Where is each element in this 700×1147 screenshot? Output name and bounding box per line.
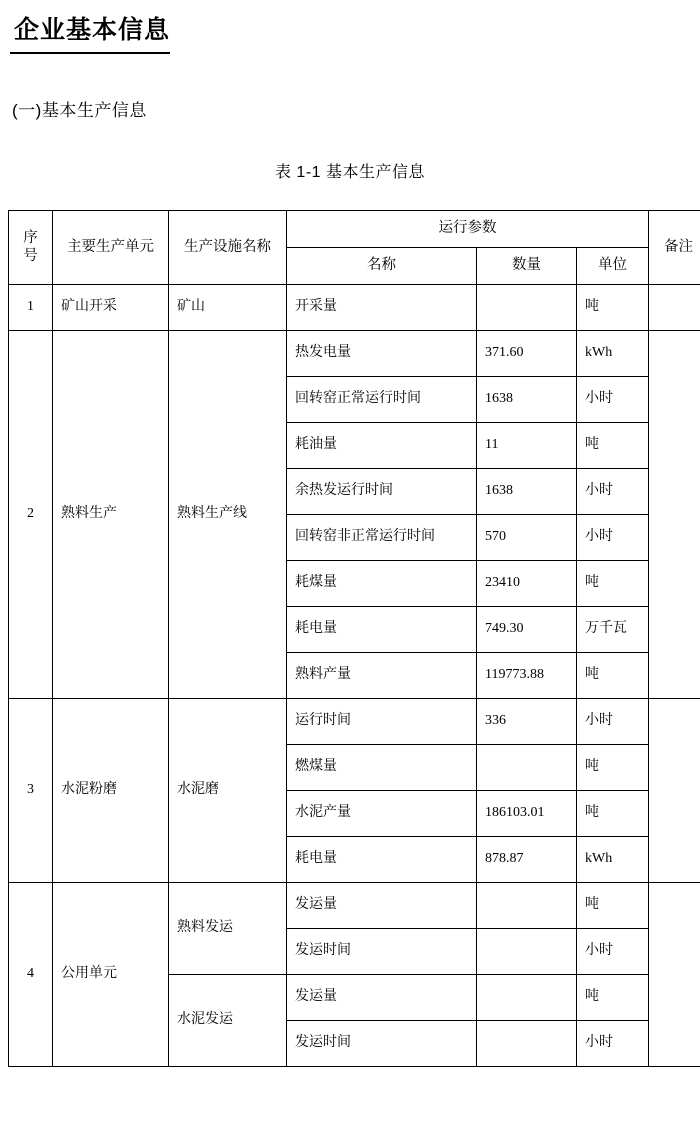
cell-unit: 公用单元 [53,883,169,1067]
cell-param-name: 开采量 [287,285,477,331]
table-caption: 表 1-1 基本生产信息 [274,164,426,181]
cell-param-name: 耗电量 [287,837,477,883]
cell-param-qty [477,1021,577,1067]
cell-facility: 水泥发运 [169,975,287,1067]
cell-param-name: 发运时间 [287,1021,477,1067]
cell-param-qty: 186103.01 [477,791,577,837]
cell-facility: 矿山 [169,285,287,331]
basic-production-info-table [8,210,700,1067]
cell-param-qty: 371.60 [477,331,577,377]
cell-param-unit: 吨 [577,883,649,929]
header-param-name: 名称 [287,248,477,285]
cell-param-name: 发运量 [287,975,477,1021]
header-remark: 备注 [649,211,700,285]
cell-facility: 水泥磨 [169,699,287,883]
table-row [9,883,700,929]
cell-seq: 1 [9,285,53,331]
cell-param-qty: 119773.88 [477,653,577,699]
page-title: 企业基本信息 [10,0,170,54]
cell-param-unit: kWh [577,837,649,883]
cell-param-name: 耗油量 [287,423,477,469]
cell-seq: 2 [9,331,53,699]
cell-unit: 矿山开采 [53,285,169,331]
cell-param-unit: 吨 [577,975,649,1021]
header-seq: 序号 [9,211,53,285]
title-container [8,0,692,54]
header-unit: 主要生产单元 [53,211,169,285]
cell-param-qty: 1638 [477,469,577,515]
table-header [9,211,700,285]
cell-param-unit: 吨 [577,561,649,607]
cell-param-qty: 23410 [477,561,577,607]
cell-param-qty: 570 [477,515,577,561]
cell-param-name: 燃煤量 [287,745,477,791]
table-body [9,285,700,1067]
table-row [9,699,700,745]
cell-param-name: 耗电量 [287,607,477,653]
cell-param-name: 耗煤量 [287,561,477,607]
cell-param-name: 回转窑非正常运行时间 [287,515,477,561]
cell-remark [649,331,700,699]
cell-param-unit: 小时 [577,1021,649,1067]
cell-param-qty: 336 [477,699,577,745]
header-param-qty: 数量 [477,248,577,285]
cell-param-unit: 小时 [577,515,649,561]
cell-param-name: 熟料产量 [287,653,477,699]
cell-param-unit: 吨 [577,653,649,699]
cell-remark [649,883,700,1067]
cell-param-unit: 万千瓦 [577,607,649,653]
cell-param-name: 水泥产量 [287,791,477,837]
header-runtime-params: 运行参数 [287,211,649,248]
cell-param-name: 发运时间 [287,929,477,975]
table-header-row-1 [9,211,700,248]
cell-facility: 熟料生产线 [169,331,287,699]
cell-unit: 熟料生产 [53,331,169,699]
cell-param-qty [477,929,577,975]
cell-param-name: 发运量 [287,883,477,929]
cell-param-unit: 小时 [577,699,649,745]
header-param-unit: 单位 [577,248,649,285]
cell-remark [649,699,700,883]
cell-param-unit: 吨 [577,745,649,791]
cell-seq: 4 [9,883,53,1067]
cell-param-qty [477,883,577,929]
cell-seq: 3 [9,699,53,883]
cell-param-name: 运行时间 [287,699,477,745]
cell-remark [649,285,700,331]
cell-param-name: 余热发运行时间 [287,469,477,515]
header-facility: 生产设施名称 [169,211,287,285]
cell-param-unit: 小时 [577,377,649,423]
cell-param-qty: 878.87 [477,837,577,883]
table-row [9,331,700,377]
cell-param-unit: 吨 [577,423,649,469]
cell-param-unit: kWh [577,331,649,377]
cell-param-unit: 吨 [577,285,649,331]
cell-param-qty: 1638 [477,377,577,423]
cell-param-unit: 小时 [577,469,649,515]
cell-param-name: 回转窑正常运行时间 [287,377,477,423]
cell-param-unit: 吨 [577,791,649,837]
table-row [9,285,700,331]
cell-param-qty [477,285,577,331]
cell-facility: 熟料发运 [169,883,287,975]
cell-param-qty [477,745,577,791]
cell-param-qty: 11 [477,423,577,469]
cell-param-unit: 小时 [577,929,649,975]
section-heading: (一)基本生产信息 [12,101,147,120]
cell-param-name: 热发电量 [287,331,477,377]
cell-param-qty: 749.30 [477,607,577,653]
cell-unit: 水泥粉磨 [53,699,169,883]
cell-param-qty [477,975,577,1021]
